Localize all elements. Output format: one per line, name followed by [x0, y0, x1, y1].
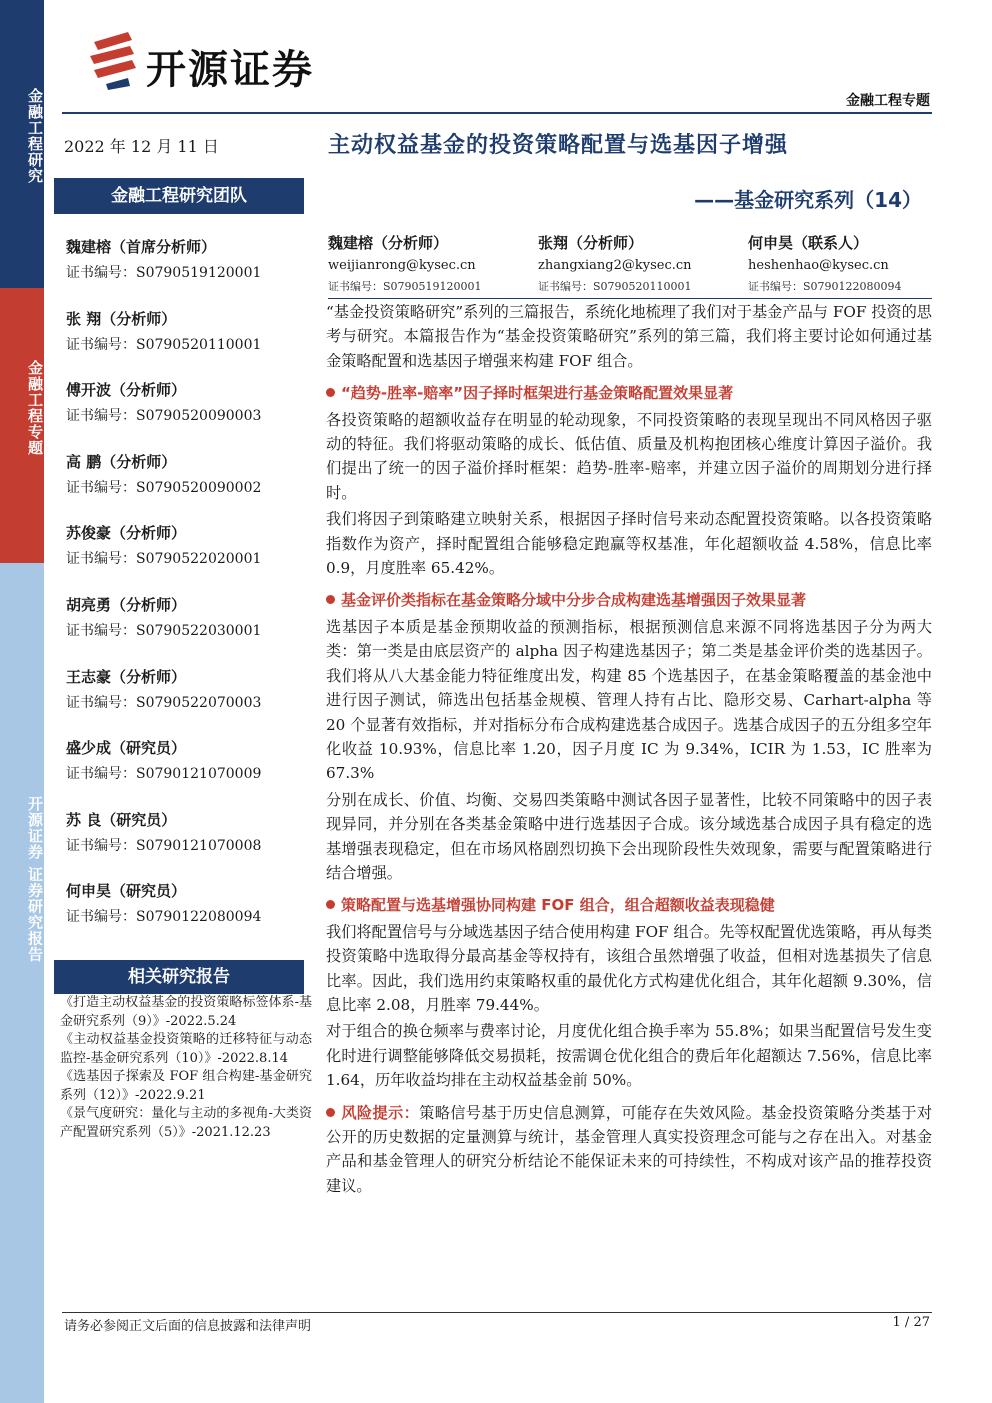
member-cert: 证书编号：S0790522020001 — [66, 551, 262, 568]
risk-text: 策略信号基于历史信息测算，可能存在失效风险。基金投资策略分类基于对公开的历史数据的定量测算与统计，基金管理人真实投资理念可能与之存在出入。对基金产品和基金管理人的研究分析结论不能保证未来的可持续性，不构成对该产品的推荐投资建议。 — [326, 1103, 933, 1195]
bullet-dot-icon — [326, 1108, 335, 1117]
member-cert: 证书编号：S0790520110001 — [66, 336, 262, 353]
author-name: 张翔（分析师） — [538, 234, 644, 252]
related-report-link[interactable]: 《打造主动权益基金的投资策略标签体系-基金研究系列（9）》-2022.5.24 — [60, 995, 312, 1029]
report-body — [326, 300, 932, 1200]
author-cert: 证书编号：S0790122080094 — [748, 280, 902, 293]
section-heading-text: “趋势-胜率-赔率”因子择时框架进行基金策略配置效果显著 — [341, 384, 734, 403]
sidebar-label-1: 金融工程研究 — [26, 88, 44, 184]
team-member — [66, 451, 316, 523]
author-cert: 证书编号：S0790519120001 — [328, 280, 482, 293]
section-heading — [326, 381, 932, 405]
author-name: 魏建榕（分析师） — [328, 234, 449, 252]
body-paragraph: 对于组合的换仓频率与费率讨论，月度优化组合换手率为 55.8%；如果当配置信号发生变化时进行调整能够降低交易损耗，按需调仓优化组合的费后年化超额达 7.56%，信息比率 1.64，历年收益均排在主动权益基金前 50%。 — [326, 1022, 932, 1090]
member-name: 王志豪（分析师） — [66, 667, 187, 686]
member-cert: 证书编号：S0790121070008 — [66, 837, 262, 854]
related-report-link[interactable]: 《选基因子探索及 FOF 组合构建-基金研究系列（12）》-2022.9.21 — [60, 1069, 312, 1103]
body-paragraph: 分别在成长、价值、均衡、交易四类策略中测试各因子显著性，比较不同策略中的因子表现异同，并分别在各类基金策略中进行选基因子合成。该分域选基合成因子具有稳定的选基增强表现稳定，但在市场风格剧烈切换下会出现阶段性失效现象，需要与配置策略进行结合增强。 — [326, 790, 932, 882]
team-member — [66, 236, 316, 308]
author-email[interactable]: heshenhao@kysec.cn — [748, 258, 889, 273]
body-paragraph: 我们将因子到策略建立映射关系，根据因子择时信号来动态配置投资策略。以各投资策略指数作为资产，择时配置组合能够稳定跑赢等权基准，年化超额收益 4.58%，信息比率 0.9，月度胜率 65.42%。 — [326, 510, 932, 578]
member-name: 高 鹏（分析师） — [66, 452, 177, 471]
member-name: 胡亮勇（分析师） — [66, 595, 187, 614]
author-name: 何申昊（联系人） — [748, 234, 869, 252]
related-report-link[interactable]: 《主动权益基金投资策略的迁移特征与动态监控-基金研究系列（10）》-2022.8.14 — [60, 1032, 312, 1066]
member-cert: 证书编号：S0790520090002 — [66, 479, 262, 496]
report-date: 2022 年 12 月 11 日 — [64, 137, 219, 156]
brand-name: 开源证券 — [146, 47, 314, 93]
related-reports-heading: 相关研究报告 — [54, 960, 304, 994]
author — [748, 232, 948, 294]
sidebar-label-2: 金融工程专题 — [26, 360, 44, 456]
member-name: 苏俊豪（分析师） — [66, 524, 187, 543]
team-member — [66, 594, 316, 666]
member-cert: 证书编号：S0790520090003 — [66, 408, 262, 425]
team-member — [66, 737, 316, 809]
member-cert: 证书编号：S0790122080094 — [66, 909, 262, 926]
body-paragraph: 各投资策略的超额收益存在明显的轮动现象，不同投资策略的表现呈现出不同风格因子驱动的特征。我们将驱动策略的成长、低估值、质量及机构抱团核心维度计算因子溢价。我们提出了统一的因子溢价择时框架：趋势-胜率-赔率，并建立因子溢价的周期划分进行择时。 — [326, 410, 932, 502]
risk-label: 风险提示： — [341, 1103, 420, 1122]
sidebar-top-band — [0, 0, 44, 288]
body-paragraph: 我们将配置信号与分域选基因子结合使用构建 FOF 组合。先等权配置优选策略，再从每类投资策略中选取得分最高基金等权持有，该组合虽然增强了收益，但相对选基损失了信息比率。因此，我们选用约束策略权重的最优化方式构建优化组合，其年化超额 9.30%，信息比率 2.08，月胜率 79.44%。 — [326, 922, 932, 1014]
member-name: 傅开波（分析师） — [66, 381, 187, 400]
bullet-dot-icon — [326, 595, 335, 604]
page-number: 1 / 27 — [892, 1315, 930, 1330]
author — [538, 232, 738, 294]
member-cert: 证书编号：S0790522030001 — [66, 622, 262, 639]
sidebar-bottom-band — [0, 563, 44, 1403]
team-member — [66, 809, 316, 881]
author-divider — [328, 298, 932, 299]
section-heading — [326, 893, 932, 917]
section-heading-text: 策略配置与选基增强协同构建 FOF 组合，组合超额收益表现稳健 — [341, 896, 775, 915]
member-name: 魏建榕（首席分析师） — [66, 238, 217, 256]
author-email[interactable]: weijianrong@kysec.cn — [328, 258, 476, 273]
body-paragraph: 选基因子本质是基金预期收益的预测指标，根据预测信息来源不同将选基因子分为两大类：第一类是由底层资产的 alpha 因子构建选基因子；第二类是基金评价类的选基因子。我们将从八大基金能力特征维度出发，构建 85 个选基因子，在基金策略覆盖的基金池中进行因子测试，筛选出包括基金规模、管理人持有占比、隐形交易、Carhart-alpha 等 20 个显著有效指标，并对指标分布合成构建选基合成因子。选基合成因子的五分组多空年化收益 10.93%，信息比率 1.20，因子月度 IC 为 9.34%，ICIR 为 1.53，IC 胜率为 67.3% — [326, 617, 932, 783]
author — [328, 232, 528, 294]
header-divider — [62, 112, 932, 114]
author-block — [328, 232, 932, 292]
sidebar-label-3: 开源证券 证券研究报告 — [26, 795, 44, 963]
member-name: 何申昊（研究员） — [66, 882, 187, 901]
member-cert: 证书编号：S0790522070003 — [66, 694, 262, 711]
team-heading: 金融工程研究团队 — [54, 178, 304, 214]
bullet-dot-icon — [326, 900, 335, 909]
report-subtitle: ——基金研究系列（14） — [694, 188, 922, 212]
risk-paragraph — [326, 1101, 932, 1199]
related-reports-list — [60, 994, 312, 1142]
member-name: 盛少成（研究员） — [66, 739, 187, 758]
intro-paragraph: “基金投资策略研究”系列的三篇报告，系统化地梳理了我们对于基金产品与 FOF 投资的思考与研究。本篇报告作为“基金投资策略研究”系列的第三篇，我们将主要讨论如何通过基金策略配置和选基因子增强来构建 FOF 组合。 — [326, 303, 932, 370]
related-report-link[interactable]: 《景气度研究：量化与主动的多视角-大类资产配置研究系列（5）》-2021.12.23 — [60, 1106, 312, 1140]
member-name: 张 翔（分析师） — [66, 309, 177, 328]
section-heading — [326, 588, 932, 612]
bullet-dot-icon — [326, 388, 335, 397]
section-heading-text: 基金评价类指标在基金策略分域中分步合成构建选基增强因子效果显著 — [341, 591, 807, 610]
footer-divider — [62, 1312, 932, 1313]
team-member — [66, 666, 316, 738]
sidebar-middle-band — [0, 288, 44, 563]
member-cert: 证书编号：S0790519120001 — [66, 265, 262, 281]
member-name: 苏 良（研究员） — [66, 810, 177, 829]
team-member — [66, 522, 316, 594]
footer-disclaimer: 请务必参阅正文后面的信息披露和法律声明 — [64, 1319, 312, 1334]
report-title: 主动权益基金的投资策略配置与选基因子增强 — [328, 133, 789, 158]
team-member — [66, 308, 316, 380]
team-list — [66, 236, 316, 952]
report-category: 金融工程专题 — [846, 93, 930, 109]
team-member — [66, 379, 316, 451]
member-cert: 证书编号：S0790121070009 — [66, 766, 262, 783]
team-member — [66, 880, 316, 952]
author-email[interactable]: zhangxiang2@kysec.cn — [538, 258, 692, 273]
author-cert: 证书编号：S0790520110001 — [538, 280, 692, 293]
